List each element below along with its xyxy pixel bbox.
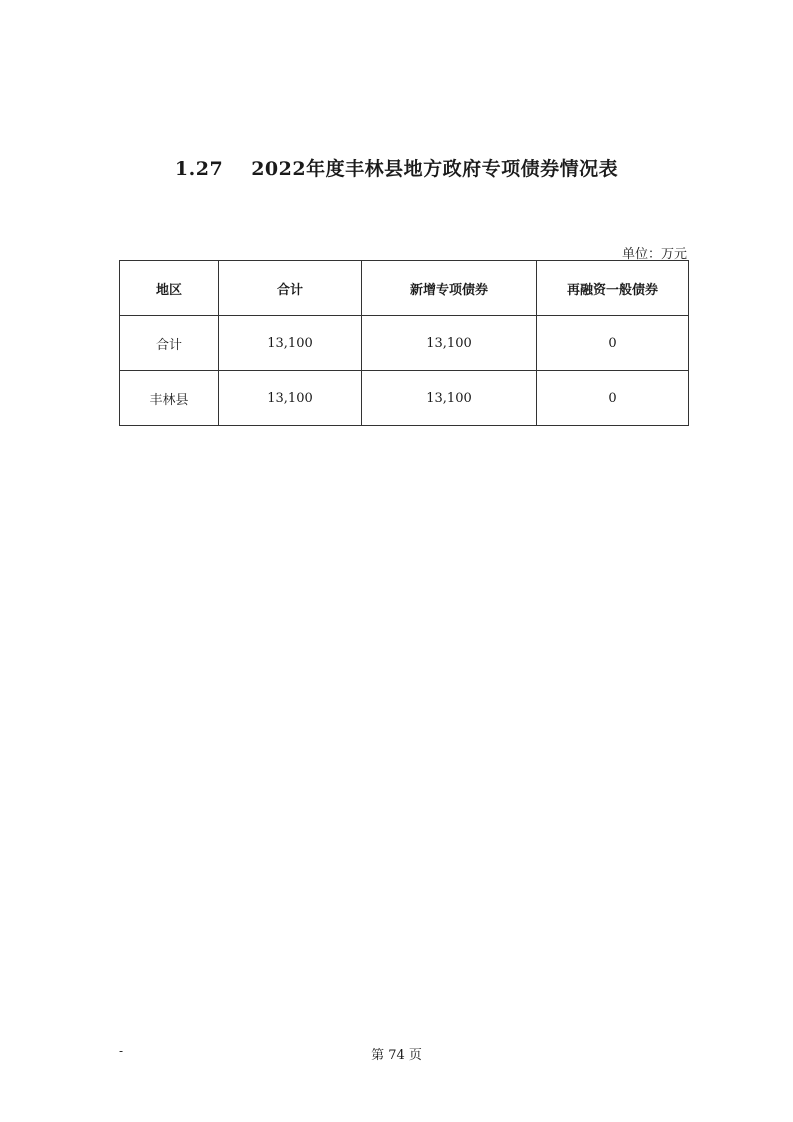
page-number: 第 74 页 [371,1048,422,1063]
cell-new-special-bonds: 13,100 [362,371,537,426]
footer-dash: - [119,1044,124,1058]
table-row [120,316,689,371]
cell-new-special-bonds: 13,100 [362,316,537,371]
title-number: 1.27 [174,158,224,180]
cell-total: 13,100 [219,316,362,371]
unit-label: 单位：万元 [621,247,687,262]
cell-region: 丰林县 [120,371,219,426]
debt-table [119,260,689,426]
header-refinancing-general-bonds: 再融资一般债券 [537,261,689,316]
header-total: 合计 [219,261,362,316]
cell-total: 13,100 [219,371,362,426]
table-row [120,371,689,426]
header-new-special-bonds: 新增专项债券 [362,261,537,316]
cell-refinancing-general-bonds: 0 [537,316,689,371]
cell-refinancing-general-bonds: 0 [537,371,689,426]
cell-region: 合计 [120,316,219,371]
title-text: 2022年度丰林县地方政府专项债券情况表 [251,158,619,180]
table-header-row [120,261,689,316]
page-title [0,154,793,181]
header-region: 地区 [120,261,219,316]
